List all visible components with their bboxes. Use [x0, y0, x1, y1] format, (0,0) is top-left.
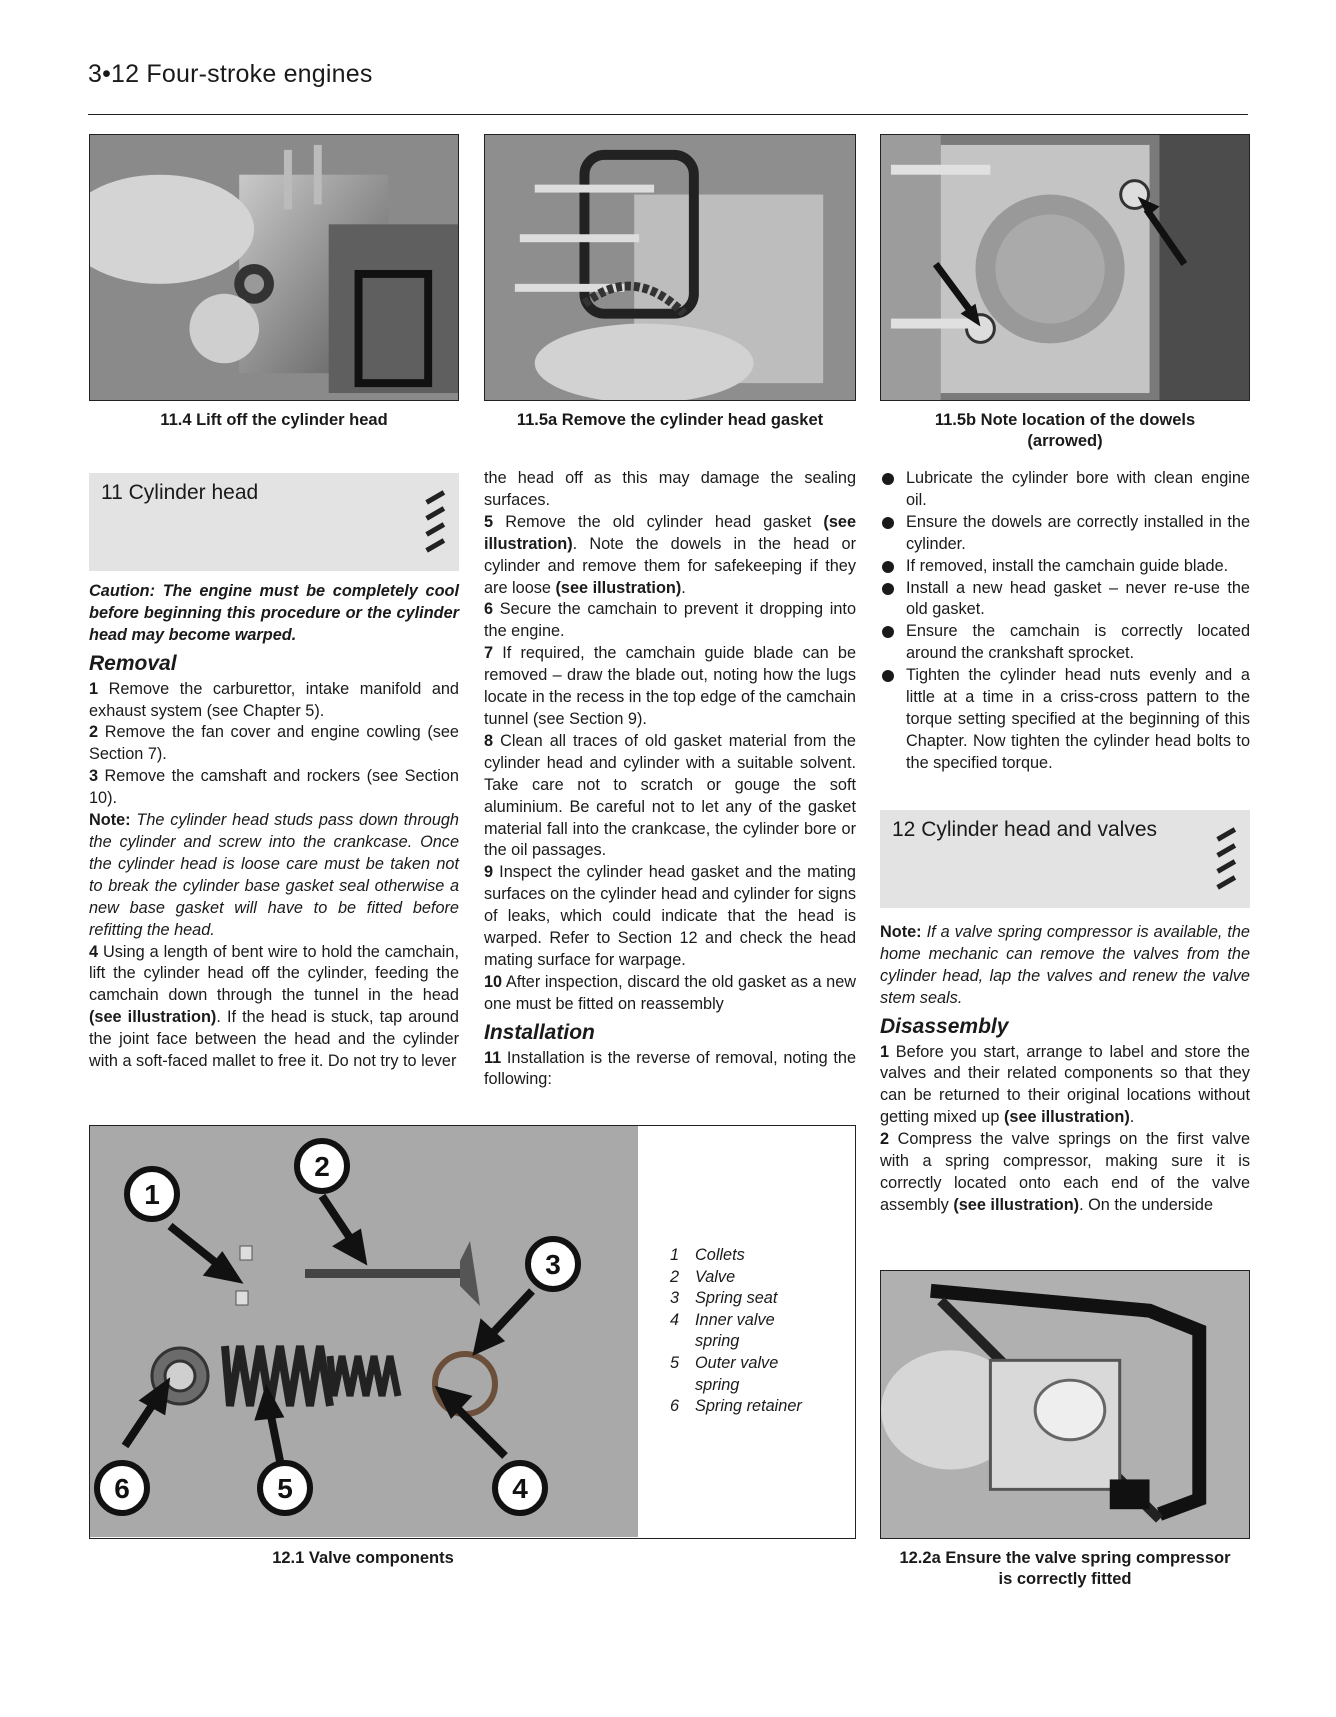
callout-2: 2: [314, 1151, 330, 1182]
column-2: [484, 468, 856, 1091]
legend-item: 1 Collets: [670, 1246, 745, 1264]
step-4-cont: the head off as this may damage the sealing surfaces.: [484, 469, 856, 509]
caption-12-2a: [880, 1548, 1250, 1590]
callout-5: 5: [277, 1473, 293, 1504]
legend-item: 6 Spring retainer: [670, 1397, 802, 1416]
photo-dowels-location: [880, 134, 1250, 401]
step-5: 5 Remove the old cylinder head gasket (see illustration). Note the dowels in the head or cylinder and remove them for safekeeping if they are loose (see illustration).: [484, 512, 856, 597]
step-11: 11 Installation is the reverse of removal, noting the following:: [484, 1048, 857, 1089]
difficulty-wrench-icon: [1214, 824, 1240, 900]
step-9: 9 Inspect the cylinder head gasket and the mating surfaces on the cylinder head and cylinder for signs of leaks, which could indicate that the head is warped. Refer to Section 12 and check the head mating surface for warpage.: [484, 863, 856, 969]
section-11-title: 11 Cylinder head: [101, 481, 259, 504]
valve-components-photo: [90, 1126, 638, 1537]
figure-valve-components: [89, 1125, 856, 1539]
legend-item: 2 Valve: [670, 1267, 736, 1286]
caption-11-4: 11.4 Lift off the cylinder head: [160, 411, 388, 429]
caption-11-5a: 11.5a Remove the cylinder head gasket: [516, 411, 824, 429]
bullet-item: Ensure the camchain is correctly located around the crankshaft sprocket.: [880, 621, 1250, 665]
callout-3: 3: [545, 1249, 561, 1280]
column-3: [880, 468, 1250, 775]
step-7: 7 If required, the camchain guide blade can be removed – draw the blade out, noting how the lugs locate in the recess in the top edge of the camchain tunnel (see Section 9).: [484, 644, 856, 728]
caption-11-5b: [880, 410, 1250, 452]
callout-6: 6: [114, 1473, 130, 1504]
section-12-header-box: [880, 810, 1250, 908]
header-rule: [88, 114, 1248, 115]
bullet-item: If removed, install the camchain guide blade.: [880, 556, 1250, 578]
column-1: [89, 581, 459, 1073]
photo-remove-head-gasket: [484, 134, 856, 401]
step-8: 8 Clean all traces of old gasket material from the cylinder head and cylinder with a suitable solvent. Take care not to scratch or gouge the soft aluminium. Be careful not to let any of the gasket material fall into the crankcase, the cylinder bore or the oil passages.: [484, 731, 856, 860]
legend-item: 5 Outer valve spring: [670, 1353, 779, 1394]
section-12-title: 12 Cylinder head and valves: [892, 818, 1158, 841]
note-studs: Note: The cylinder head studs pass down through the cylinder and screw into the crankcase. Once the cylinder head is loose care must be taken not to break the cylinder base gasket seal otherwise a new base gasket will have to be fitted before refitting the head.: [89, 811, 459, 939]
legend-item: 4 Inner valve spring: [670, 1310, 775, 1351]
legend-item: 3 Spring seat: [670, 1289, 778, 1308]
caution-text: Caution: The engine must be completely cool before beginning this procedure or the cylinder head may become warped.: [89, 582, 459, 644]
removal-heading: Removal: [89, 651, 177, 675]
caption-12-2a-line2: is correctly fitted: [998, 1570, 1132, 1588]
bullet-item: Install a new head gasket – never re-use the old gasket.: [880, 578, 1250, 622]
step-10: 10 After inspection, discard the old gasket as a new one must be fitted on reassembly: [484, 972, 857, 1013]
column-3-section-12: [880, 922, 1250, 1217]
callout-1: 1: [144, 1179, 160, 1210]
step-2: 2 Remove the fan cover and engine cowling (see Section 7).: [89, 723, 459, 764]
step-6: 6 Secure the camchain to prevent it dropping into the engine.: [484, 600, 856, 641]
callout-4: 4: [512, 1473, 528, 1504]
sec12-step-1: 1 Before you start, arrange to label and store the valves and their related components so that they can be returned to their original locations without getting mixed up (see illustration).: [880, 1042, 1250, 1127]
caption-12-1: 12.1 Valve components: [272, 1549, 454, 1567]
step-4: 4 Using a length of bent wire to hold the camchain, lift the cylinder head off the cylinder, feeding the camchain down through the tunnel in the head (see illustration). If the head is stuck, tap around the joint face between the head and the cylinder with a soft-faced mallet to free it. Do not try to lever: [89, 942, 459, 1071]
disassembly-heading: Disassembly: [880, 1014, 1009, 1038]
step-1: 1 Remove the carburettor, intake manifold and exhaust system (see Chapter 5).: [89, 679, 459, 720]
section-11-header-box: [89, 473, 459, 571]
bullet-item: Lubricate the cylinder bore with clean engine oil.: [880, 468, 1250, 512]
sec12-step-2: 2 Compress the valve springs on the first valve with a spring compressor, making sure it is correctly located onto each end of the valve assembly (see illustration). On the underside: [880, 1130, 1250, 1214]
caption-11-5b-line1: 11.5b Note location of the dowels: [934, 411, 1196, 429]
bullet-item: Ensure the dowels are correctly installed in the cylinder.: [880, 512, 1250, 556]
bullet-item: Tighten the cylinder head nuts evenly and a little at a time in a criss-cross pattern to the torque setting specified at the beginning of this Chapter. Now tighten the cylinder head bolts to the specified torque.: [880, 665, 1250, 775]
difficulty-wrench-icon: [423, 487, 449, 563]
caption-11-5b-line2: (arrowed): [1027, 432, 1103, 450]
photo-valve-spring-compressor: [880, 1270, 1250, 1539]
photo-lift-cylinder-head: [89, 134, 459, 401]
valve-legend: [670, 1245, 850, 1418]
installation-bullets: [880, 468, 1250, 775]
step-3: 3 Remove the camshaft and rockers (see Section 10).: [89, 767, 459, 808]
note-valve-compressor: Note: If a valve spring compressor is available, the home mechanic can remove the valves from the cylinder head, lap the valves and renew the valve stem seals.: [880, 923, 1250, 1007]
page-header: 3•12 Four-stroke engines: [88, 60, 373, 88]
installation-heading: Installation: [484, 1020, 595, 1044]
caption-12-2a-line1: 12.2a Ensure the valve spring compressor: [899, 1549, 1231, 1567]
